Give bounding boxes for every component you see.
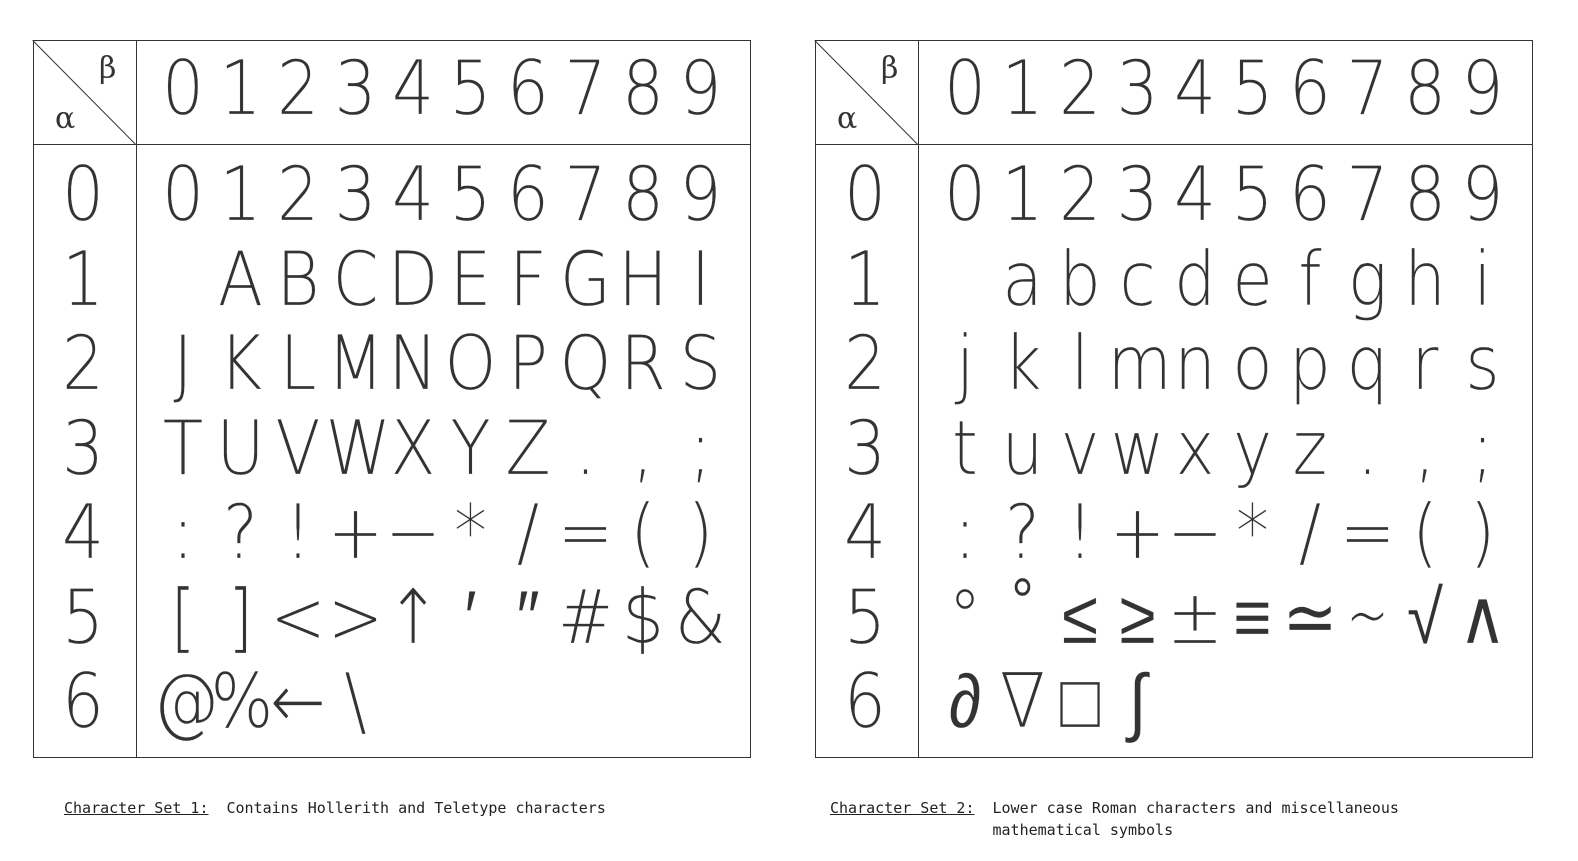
row-header-digit: 2 (62, 319, 104, 408)
character-cell: ˚ (1006, 573, 1039, 661)
character-cell: \ (344, 657, 367, 746)
row-header-digit: 1 (844, 235, 886, 323)
character-cell: h (1404, 235, 1446, 323)
character-cell: 2 (1059, 150, 1101, 239)
character-cell: # (557, 573, 614, 661)
column-header-digit: 5 (449, 44, 492, 133)
character-set-2-caption (830, 797, 1513, 841)
character-cell: S (679, 319, 722, 408)
character-cell: @ (153, 657, 219, 746)
row-header-divider (136, 40, 137, 758)
row-header-digit: 4 (62, 488, 104, 577)
row-header-digit: 3 (62, 404, 104, 492)
character-cell: j (955, 319, 975, 408)
character-cell: ∼ (1346, 573, 1389, 661)
character-cell: / (1298, 488, 1322, 577)
corner-alpha-label: α (837, 101, 858, 136)
character-cell: R (620, 319, 666, 408)
column-header-digit: 3 (1116, 44, 1159, 133)
character-cell: ± (1167, 573, 1223, 661)
character-cell: + (1109, 488, 1166, 577)
character-cell: − (1167, 488, 1223, 577)
character-cell: o (1232, 319, 1273, 408)
character-cell: ∧ (1458, 573, 1507, 661)
character-cell: 9 (679, 150, 722, 239)
character-cell: C (332, 235, 379, 323)
character-cell: u (1001, 404, 1044, 492)
character-cell: W (325, 404, 391, 492)
column-header-digit: 5 (1231, 44, 1274, 133)
character-cell: □ (1060, 657, 1100, 746)
character-cell: + (327, 488, 384, 577)
character-cell: J (173, 319, 193, 408)
character-cell: d (1174, 235, 1216, 323)
caption-label: Character Set 2: (830, 799, 975, 817)
character-cell: * (454, 488, 487, 577)
character-cell: $ (622, 573, 664, 661)
row-header-digit: 3 (844, 404, 886, 492)
character-cell: Q (559, 319, 612, 408)
character-cell: ? (1004, 488, 1041, 577)
character-cell: 8 (622, 150, 664, 239)
column-header-digit: 4 (392, 44, 434, 133)
character-cell: i (1473, 235, 1492, 323)
character-cell: ( (1412, 488, 1438, 577)
character-cell: T (162, 404, 204, 492)
character-cell: n (1174, 319, 1216, 408)
column-header-digit: 9 (1461, 44, 1504, 133)
row-header-digit: 4 (844, 488, 886, 577)
caption-text: Contains Hollerith and Teletype characters (226, 799, 606, 817)
character-cell: / (516, 488, 540, 577)
character-cell: 1 (1001, 150, 1044, 239)
character-cell: X (390, 404, 436, 492)
character-cell: s (1465, 319, 1500, 408)
character-cell: 3 (334, 150, 377, 239)
row-header-digit: 0 (844, 150, 886, 239)
character-cell: ; (1471, 404, 1494, 492)
character-cell: V (275, 404, 321, 492)
character-cell: w (1110, 404, 1165, 492)
character-cell: I (690, 235, 711, 323)
character-cell: ° (948, 573, 982, 661)
character-cell: 7 (564, 150, 607, 239)
character-cell: O (444, 319, 497, 408)
character-cell: l (1070, 319, 1090, 408)
character-cell: k (1003, 319, 1042, 408)
character-cell: G (559, 235, 612, 323)
character-cell: ′ (464, 573, 477, 661)
character-cell: 0 (162, 150, 204, 239)
character-cell: K (218, 319, 263, 408)
column-header-digit: 7 (564, 44, 607, 133)
caption-text: Lower case Roman characters and miscellaneous mathematical symbols (992, 799, 1399, 839)
row-header-digit: 1 (62, 235, 104, 323)
character-cell: 8 (1404, 150, 1446, 239)
caption-label: Character Set 1: (64, 799, 209, 817)
character-cell: , (632, 404, 654, 492)
character-cell: m (1107, 319, 1172, 408)
row-header-divider (918, 40, 919, 758)
character-cell: y (1232, 404, 1273, 492)
character-cell: . (575, 404, 596, 492)
character-cell: ! (284, 488, 312, 577)
character-cell: U (216, 404, 265, 492)
character-cell: , (1414, 404, 1436, 492)
character-cell: e (1232, 235, 1273, 323)
character-set-1-caption (64, 797, 606, 819)
character-cell: p (1289, 319, 1331, 408)
column-header-digit: 9 (679, 44, 722, 133)
column-header-digit: 6 (507, 44, 549, 133)
character-cell: ≡ (1233, 573, 1272, 661)
character-cell: E (449, 235, 492, 323)
character-cell: > (327, 573, 384, 661)
corner-alpha-label: α (55, 101, 76, 136)
character-cell: Y (450, 404, 491, 492)
character-cell: v (1060, 404, 1100, 492)
character-cell: 1 (219, 150, 262, 239)
character-cell: B (276, 235, 320, 323)
character-cell: a (1002, 235, 1043, 323)
column-header-digit: 1 (219, 44, 262, 133)
character-cell: 6 (507, 150, 549, 239)
character-cell: g (1347, 235, 1388, 323)
row-header-digit: 2 (844, 319, 886, 408)
character-cell: [ (170, 573, 196, 661)
character-cell: ∂ (948, 657, 982, 746)
character-cell: 4 (1174, 150, 1216, 239)
character-cell: q (1346, 319, 1389, 408)
column-header-digit: 8 (622, 44, 664, 133)
column-header-digit: 1 (1001, 44, 1044, 133)
corner-beta-label: β (881, 51, 899, 86)
column-header-digit: 2 (1059, 44, 1101, 133)
character-cell: : (171, 488, 195, 577)
character-cell: 4 (392, 150, 434, 239)
character-cell: ] (227, 573, 254, 661)
character-cell: 6 (1289, 150, 1331, 239)
character-cell: ≤ (1061, 573, 1099, 661)
character-cell: √ (1406, 573, 1444, 661)
character-cell: Z (505, 404, 551, 492)
row-header-digit: 5 (844, 573, 886, 661)
character-cell: ) (1469, 488, 1496, 577)
character-cell: ← (270, 657, 326, 746)
character-cell: 5 (1231, 150, 1274, 239)
character-cell: = (557, 488, 614, 577)
character-cell: ∇ (999, 657, 1046, 746)
character-cell: * (1236, 488, 1269, 577)
character-cell: = (1339, 488, 1396, 577)
character-cell: z (1292, 404, 1328, 492)
corner-beta-label: β (99, 51, 117, 86)
column-header-digit: 8 (1404, 44, 1446, 133)
character-cell: 5 (449, 150, 492, 239)
character-cell: : (953, 488, 977, 577)
column-header-digit: 0 (162, 44, 204, 133)
character-cell: 3 (1116, 150, 1159, 239)
character-set-2-table (815, 40, 1533, 758)
row-header-digit: 6 (62, 657, 104, 746)
character-cell: t (952, 404, 978, 492)
character-cell: x (1175, 404, 1215, 492)
character-cell: ; (689, 404, 712, 492)
character-cell: 0 (944, 150, 986, 239)
column-header-divider (33, 144, 751, 145)
character-cell: f (1298, 235, 1322, 323)
character-cell: D (387, 235, 439, 323)
column-header-digit: 6 (1289, 44, 1331, 133)
character-cell: ″ (516, 573, 540, 661)
character-cell: ≃ (1282, 573, 1338, 661)
column-header-digit: 3 (334, 44, 377, 133)
character-cell: . (1357, 404, 1378, 492)
character-cell: & (674, 573, 727, 661)
character-cell: L (279, 319, 317, 408)
character-cell: A (217, 235, 264, 323)
character-cell: % (210, 657, 274, 746)
character-cell: c (1119, 235, 1156, 323)
row-header-digit: 0 (62, 150, 104, 239)
character-cell: b (1059, 235, 1101, 323)
character-cell: ! (1066, 488, 1094, 577)
character-cell: P (508, 319, 548, 408)
column-header-digit: 4 (1174, 44, 1216, 133)
character-cell: ( (630, 488, 656, 577)
column-header-divider (815, 144, 1533, 145)
character-cell: r (1411, 319, 1439, 408)
character-cell: N (388, 319, 438, 408)
character-cell: ? (222, 488, 259, 577)
character-cell: 7 (1346, 150, 1389, 239)
character-cell: ≥ (1119, 573, 1156, 661)
character-cell: 2 (277, 150, 319, 239)
character-set-1-table (33, 40, 751, 758)
row-header-digit: 6 (844, 657, 886, 746)
character-cell: F (509, 235, 547, 323)
column-header-digit: 7 (1346, 44, 1389, 133)
character-cell: H (618, 235, 668, 323)
column-header-digit: 0 (944, 44, 986, 133)
character-cell: ∫ (1128, 657, 1147, 746)
character-cell: ↑ (385, 573, 441, 661)
character-cell: < (270, 573, 326, 661)
character-cell: ) (687, 488, 714, 577)
column-header-digit: 2 (277, 44, 319, 133)
character-cell: − (385, 488, 441, 577)
character-cell: M (327, 319, 384, 408)
character-cell: 9 (1461, 150, 1504, 239)
row-header-digit: 5 (62, 573, 104, 661)
